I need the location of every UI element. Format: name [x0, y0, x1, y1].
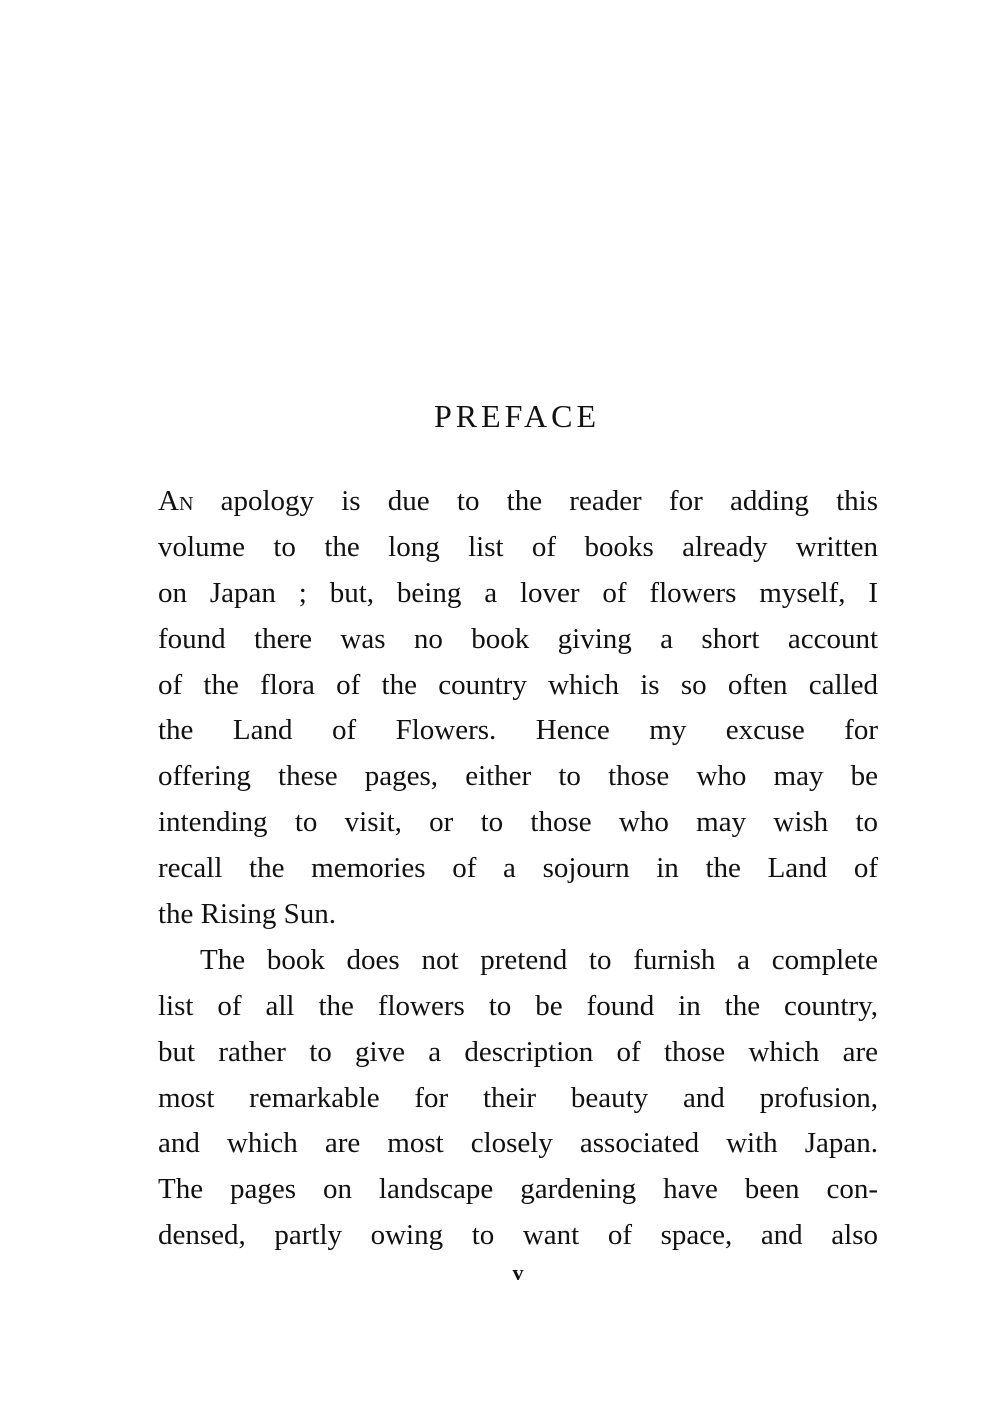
paragraph-1 [158, 479, 878, 938]
text-line: recall the memories of a sojourn in the Land of [158, 852, 878, 885]
text-line: densed, partly owing to want of space, and also [158, 1219, 878, 1252]
text-line: on Japan ; but, being a lover of flowers myself, I [158, 576, 878, 609]
text-line: and which are most closely associated with Japan. [158, 1127, 878, 1160]
text-line: most remarkable for their beauty and profusion, [158, 1081, 878, 1114]
text-line: but rather to give a description of those which are [158, 1035, 878, 1068]
text-line: offering these pages, either to those who may be [158, 760, 878, 793]
page-number: v [512, 1260, 524, 1285]
drop-lead-word: An [158, 485, 194, 517]
text-line: list of all the flowers to be found in the country, [158, 989, 878, 1022]
preface-body [158, 479, 878, 1259]
page-title: PREFACE [433, 398, 601, 434]
text-line: the Land of Flowers. Hence my excuse for [158, 714, 878, 747]
paragraph-2 [158, 938, 878, 1259]
text-line: intending to visit, or to those who may wish to [158, 806, 878, 839]
text-line: of the flora of the country which is so often called [158, 668, 878, 701]
text-line: An apology is due to the reader for adding this [158, 485, 878, 517]
text-line: The book does not pretend to furnish a complete [200, 943, 878, 976]
text-line: found there was no book giving a short account [158, 622, 878, 655]
text-line: the Rising Sun. [158, 898, 337, 931]
text-line: volume to the long list of books already written [158, 530, 878, 563]
text-line: The pages on landscape gardening have been con- [158, 1173, 878, 1206]
